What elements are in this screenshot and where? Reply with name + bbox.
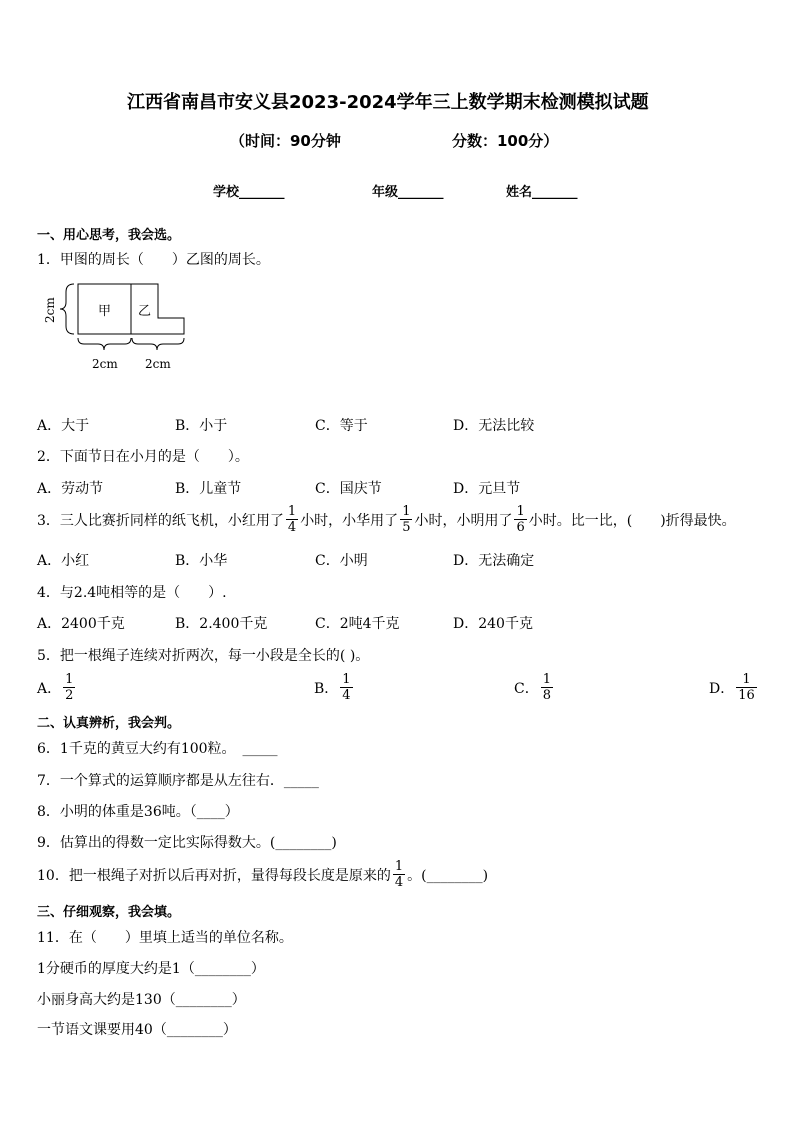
label-yi: 乙 (138, 304, 152, 319)
q3-fraction-2 (400, 504, 412, 535)
section-heading-2: 二、认真辨析，我会判。 (37, 716, 181, 731)
q3-fraction-3 (514, 504, 526, 535)
q3-text-2: 小时，小华用了 (300, 512, 399, 529)
q11-line-2: 小丽身高大约是130（________） (37, 992, 246, 1008)
q3-option-b: B．小华 (175, 553, 228, 569)
q5-c-den: 8 (542, 688, 551, 703)
q3-text-1: 3．三人比赛折同样的纸飞机，小红用了 (37, 512, 284, 529)
q5-b-den: 4 (342, 688, 351, 703)
q2-option-b: B．儿童节 (175, 481, 242, 497)
q4-option-b: B．2.400千克 (175, 616, 268, 632)
q3-f1-num: 1 (287, 504, 297, 519)
q3-option-d: D．无法确定 (453, 553, 535, 569)
q11-line-1: 1分硬币的厚度大约是1（________） (37, 961, 265, 977)
q5-c-num: 1 (542, 672, 551, 687)
q5-option-c (514, 672, 555, 703)
label-jia: 甲 (98, 304, 112, 319)
q5-option-d (709, 672, 759, 703)
q5-d-den: 16 (738, 688, 755, 703)
q3-option-c: C．小明 (315, 553, 368, 569)
q2-option-d: D．元旦节 (453, 481, 521, 497)
grade-field: 年级_______ (372, 185, 444, 200)
q5-c-fraction (541, 672, 553, 703)
q1-option-b: B．小于 (175, 418, 228, 434)
q11-line-3: 一节语文课要用40（________） (37, 1022, 237, 1038)
q5-d-fraction (736, 672, 757, 703)
section-heading-3: 三、仔细观察，我会填。 (37, 905, 181, 920)
q10-text-1: 10．把一根绳子对折以后再对折，量得每段长度是原来的 (37, 867, 391, 884)
q2-option-c: C．国庆节 (315, 481, 382, 497)
q5-option-b (314, 672, 355, 703)
label-bottom-right: 2cm (145, 357, 171, 371)
q3-f3-den: 6 (516, 520, 525, 535)
section-heading-1: 一、用心思考，我会选。 (37, 228, 181, 243)
label-bottom-left: 2cm (92, 357, 118, 371)
question-8: 8．小明的体重是36吨。（____） (37, 804, 239, 820)
q5-b-num: 1 (342, 672, 351, 687)
question-5: 5．把一根绳子连续对折两次，每一小段是全长的( )。 (37, 648, 370, 664)
q3-option-a: A．小红 (37, 553, 90, 569)
question-1: 1．甲图的周长（ ）乙图的周长。 (37, 252, 270, 268)
q3-text-3: 小时，小明用了 (414, 512, 513, 529)
q3-f3-num: 1 (516, 504, 525, 519)
question-3 (37, 504, 736, 535)
q10-den: 4 (394, 875, 404, 890)
page-title: 江西省南昌市安义县2023-2024学年三上数学期末检测模拟试题 (127, 92, 649, 113)
name-field: 姓名_______ (506, 185, 578, 200)
q5-a-fraction (63, 672, 75, 703)
q5-option-a (37, 672, 77, 703)
question-2: 2．下面节日在小月的是（ ）。 (37, 449, 249, 465)
question-4: 4．与2.4吨相等的是（ ）. (37, 585, 227, 601)
q10-fraction (393, 859, 405, 890)
q5-a-num: 1 (65, 672, 74, 687)
question-11: 11．在（ ）里填上适当的单位名称。 (37, 930, 293, 946)
q4-option-a: A．2400千克 (37, 616, 125, 632)
question-9: 9．估算出的得数一定比实际得数大。(________) (37, 835, 337, 851)
exam-score: 分数：100分） (452, 132, 559, 150)
bottom-brace-right (132, 338, 184, 350)
q4-option-c: C．2吨4千克 (315, 616, 400, 632)
q5-a-den: 2 (65, 688, 74, 703)
q5-d-num: 1 (742, 672, 751, 687)
q4-option-d: D．240千克 (453, 616, 533, 632)
q5-b-fraction (340, 672, 352, 703)
q1-figure (38, 278, 198, 378)
q3-text-4: 小时。比一比，( )折得最快。 (528, 512, 736, 529)
q5-d-label: D． (709, 680, 735, 697)
q1-option-d: D．无法比较 (453, 418, 535, 434)
question-7: 7．一个算式的运算顺序都是从左往右．_____ (37, 773, 319, 789)
q1-option-a: A．大于 (37, 418, 90, 434)
q3-f2-den: 5 (402, 520, 411, 535)
q5-a-label: A． (37, 680, 62, 697)
q10-num: 1 (394, 859, 404, 874)
q5-b-label: B． (314, 680, 339, 697)
side-brace (60, 284, 74, 334)
q10-text-2: 。(________) (407, 867, 489, 884)
q3-f2-num: 1 (402, 504, 411, 519)
school-field: 学校_______ (213, 185, 285, 200)
q5-c-label: C． (514, 680, 539, 697)
exam-time: （时间：90分钟 (230, 132, 341, 150)
bottom-brace-left (78, 338, 131, 350)
q1-option-c: C．等于 (315, 418, 368, 434)
q2-option-a: A．劳动节 (37, 481, 104, 497)
q3-f1-den: 4 (287, 520, 297, 535)
question-6: 6．1千克的黄豆大约有100粒。 _____ (37, 741, 278, 757)
q3-fraction-1 (286, 504, 298, 535)
label-side: 2cm (43, 297, 57, 323)
question-10 (37, 859, 488, 890)
